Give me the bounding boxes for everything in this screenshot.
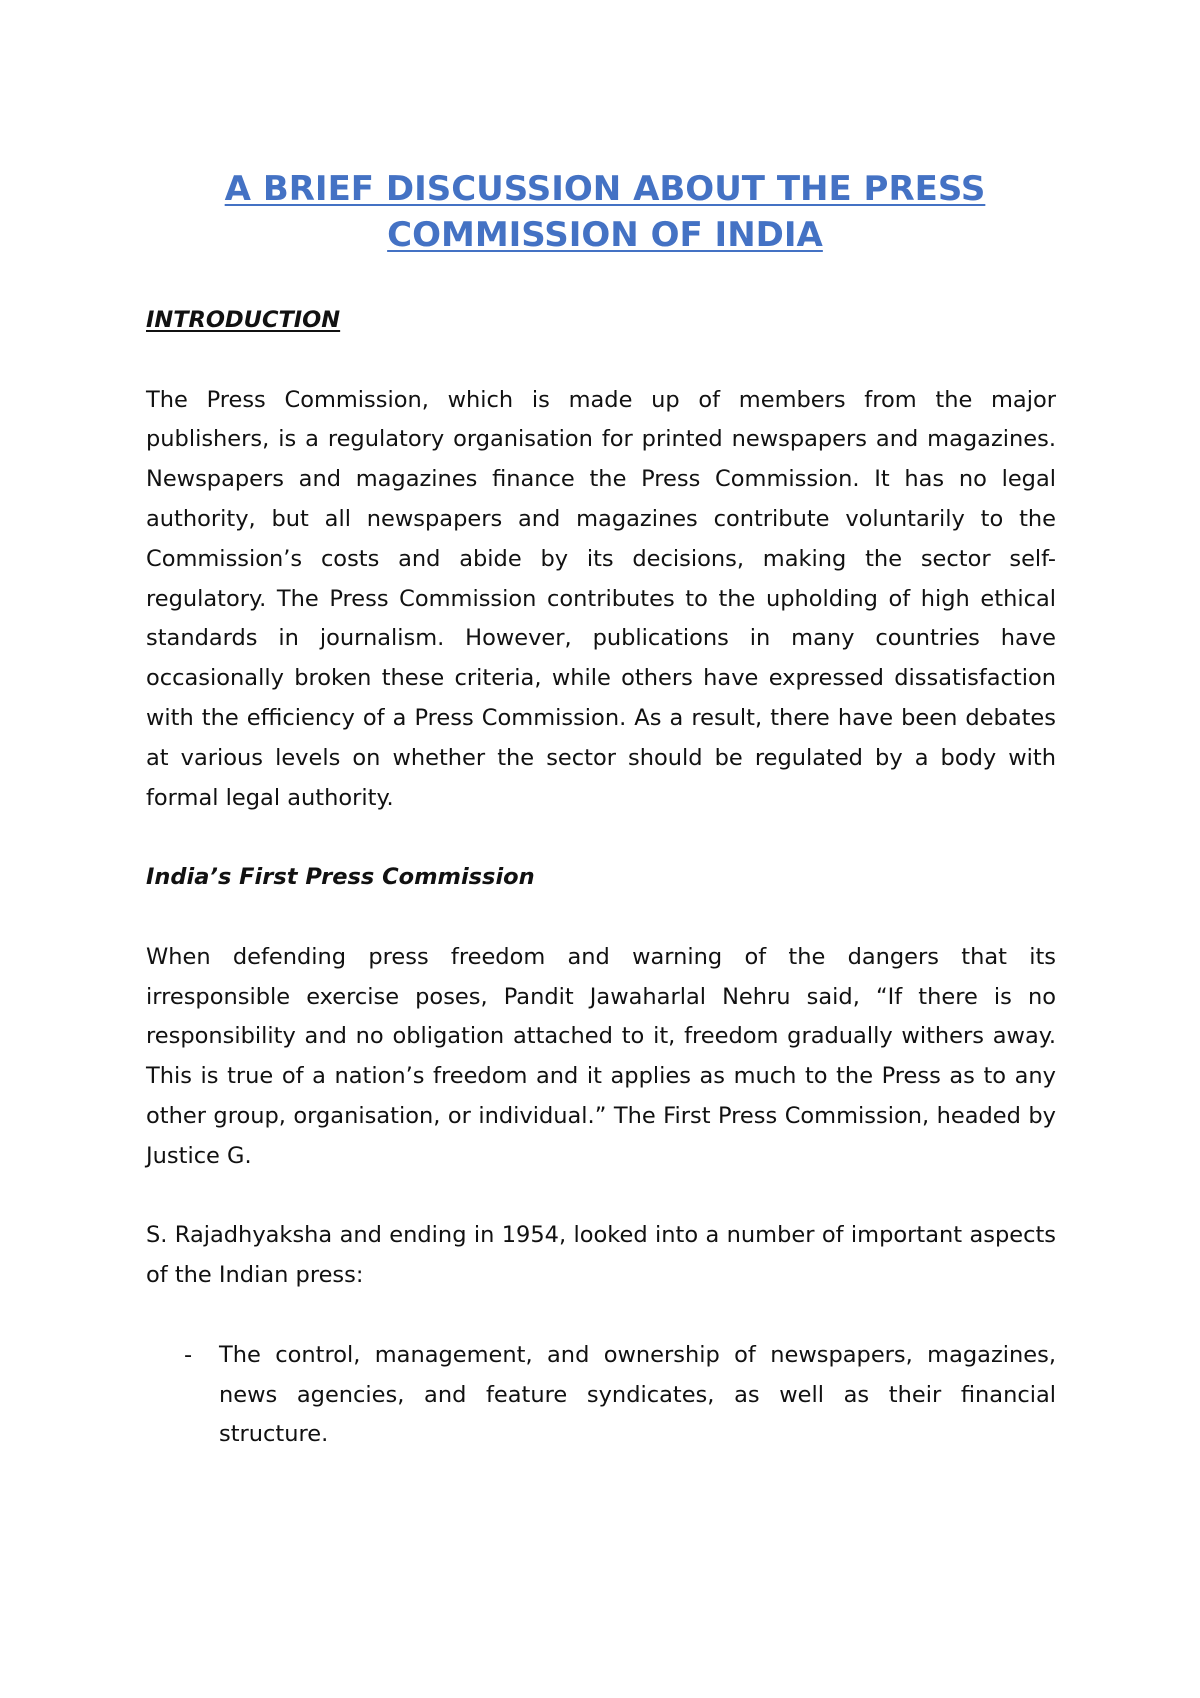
introduction-heading: INTRODUCTION: [146, 307, 341, 333]
section-heading: India’s First Press Commission: [146, 864, 535, 891]
document-title: [120, 166, 1090, 258]
list-item-text: The control, management, and ownership of newspapers, magazines, news agencies, and feature syndicates, as well as their financial structure.: [219, 1341, 1056, 1448]
aspects-list: [146, 1336, 1056, 1455]
list-item-marker: -: [184, 1341, 193, 1368]
document-title-line-2: COMMISSION OF INDIA: [387, 215, 823, 255]
section-paragraph-1: When defending press freedom and warning of the dangers that its irresponsible exercise poses, Pandit Jawaharlal Nehru said, “If there is no responsibility and no obligation attached to it, freedom gradually withers away. This is true of a nation’s freedom and it applies as much to the Press as to any other group, organisation, or individual.” The First Press Commission, headed by Justice G.: [146, 943, 1056, 1169]
list-item: [146, 1336, 1056, 1455]
document-title-line-1: A BRIEF DISCUSSION ABOUT THE PRESS: [224, 169, 986, 209]
introduction-paragraph: The Press Commission, which is made up of members from the major publishers, is a regulatory organisation for printed newspapers and magazines. Newspapers and magazines finance the Press Commission. It has no legal authority, but all newspapers and magazines contribute voluntarily to the Commission’s costs and abide by its decisions, making the sector self-regulatory. The Press Commission contributes to the upholding of high ethical standards in journalism. However, publications in many countries have occasionally broken these criteria, while others have expressed dissatisfaction with the efficiency of a Press Commission. As a result, there have been debates at various levels on whether the sector should be regulated by a body with formal legal authority.: [146, 386, 1056, 811]
document-body: [146, 301, 1056, 1455]
section-paragraph-2: S. Rajadhyaksha and ending in 1954, looked into a number of important aspects of the Indian press:: [146, 1222, 1056, 1289]
